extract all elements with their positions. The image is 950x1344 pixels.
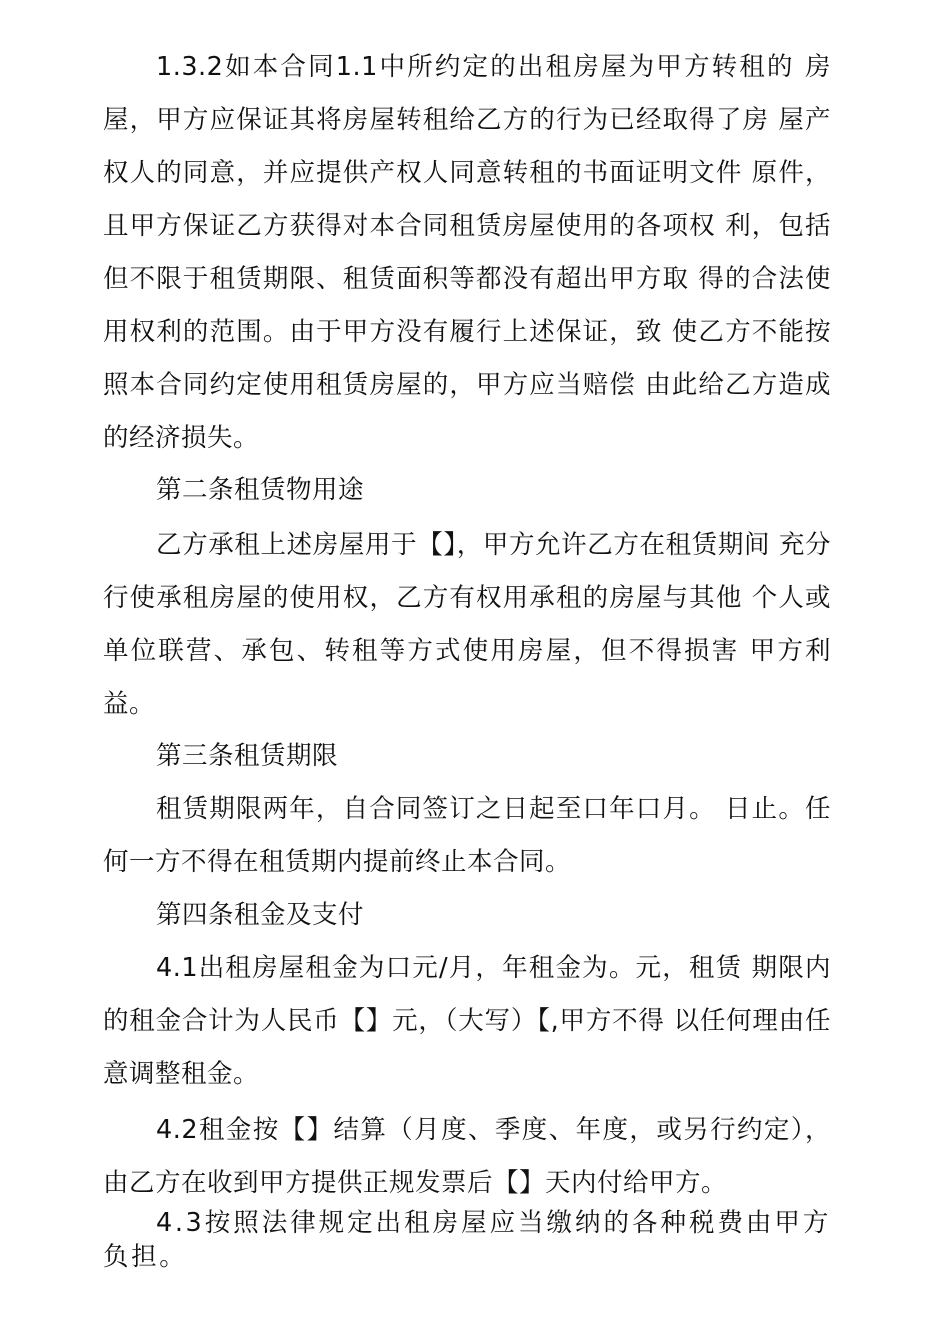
clause-1-3-2-paragraph: 1.3.2如本合同1.1中所约定的出租房屋为甲方转租的 房屋，甲方应保证其将房屋转租给乙方的行为已经取得了房 屋产权人的同意，并应提供产权人同意转租的书面证明文件 原件，且甲方保证乙方获得对本合同租赁房屋使用的各项权 利，包括但不限于租赁期限、租赁面积等都没有超出甲方取 得的合法使用权利的范围。由于甲方没有履行上述保证，致 使乙方不能按照本合同约定使用租赁房屋的，甲方应当赔偿 由此给乙方造成的经济损失。: [103, 52, 831, 453]
article-2-paragraph: 乙方承租上述房屋用于【】，甲方允许乙方在租赁期间 充分行使承租房屋的使用权，乙方有权用承租的房屋与其他 个人或单位联营、承包、转租等方式使用房屋，但不得损害 甲方利益。: [103, 530, 831, 719]
article-3-heading: 第三条租赁期限: [156, 741, 339, 771]
clause-4-2-paragraph: 4.2租金按【】结算（月度、季度、年度，或另行约定），由乙方在收到甲方提供正规发票后【】天内付给甲方。: [103, 1115, 831, 1198]
article-3-paragraph: 租赁期限两年，自合同签订之日起至口年口月。 日止。任何一方不得在租赁期内提前终止本合同。: [103, 794, 831, 877]
article-4-heading: 第四条租金及支付: [156, 900, 365, 930]
article-2-heading: 第二条租赁物用途: [156, 475, 365, 505]
clause-4-3-paragraph: 4.3按照法律规定出租房屋应当缴纳的各种税费由甲方负担。: [103, 1208, 831, 1272]
clause-4-1-paragraph: 4.1出租房屋租金为口元/月，年租金为。元，租赁 期限内的租金合计为人民币【】元，（大写）【,甲方不得 以任何理由任意调整租金。: [103, 953, 831, 1089]
